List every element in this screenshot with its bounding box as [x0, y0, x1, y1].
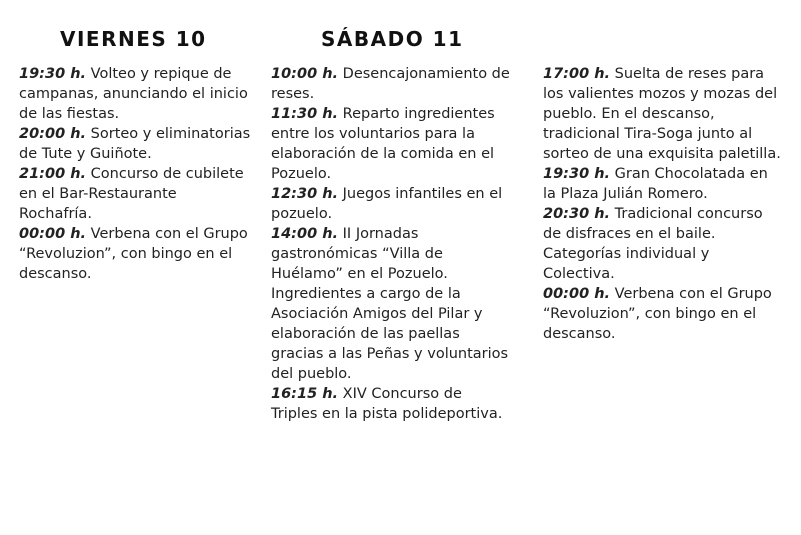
event-text: Verbena con el Grupo “Revoluzion”, con bingo en el descanso. [543, 286, 772, 342]
event-time: 00:00 h. [19, 226, 87, 242]
event-time: 20:00 h. [19, 126, 87, 142]
event-item [19, 224, 251, 284]
event-item [271, 104, 511, 184]
event-time: 17:00 h. [543, 66, 611, 82]
event-text: Suelta de reses para los valientes mozos y mozas del pueblo. En el descanso, tradicional Tira-Soga junto al sorteo de una exquisita paletilla. [543, 66, 781, 162]
event-item [543, 204, 783, 284]
heading-viernes: VIERNES 10 [60, 27, 207, 51]
event-item [19, 124, 251, 164]
event-time: 10:00 h. [271, 66, 339, 82]
event-item [271, 64, 511, 104]
event-time: 19:30 h. [19, 66, 87, 82]
event-text: Juegos infantiles en el pozuelo. [271, 186, 503, 222]
event-time: 14:00 h. [271, 226, 339, 242]
event-item [543, 64, 783, 164]
event-text: Concurso de cubilete en el Bar-Restaurante Rochafría. [19, 166, 244, 222]
event-time: 00:00 h. [543, 286, 611, 302]
event-time: 12:30 h. [271, 186, 339, 202]
event-item [271, 184, 511, 224]
event-text: Verbena con el Grupo “Revoluzion”, con bingo en el descanso. [19, 226, 248, 282]
event-item [543, 164, 783, 204]
event-time: 19:30 h. [543, 166, 611, 182]
column-viernes [19, 64, 251, 284]
event-text: Desencajonamiento de reses. [271, 66, 510, 102]
event-time: 21:00 h. [19, 166, 87, 182]
event-text: Reparto ingredientes entre los voluntarios para la elaboración de la comida en el Pozuelo. [271, 106, 495, 182]
column-sabado [271, 64, 511, 424]
event-item [19, 164, 251, 224]
event-item [19, 64, 251, 124]
event-item [271, 224, 511, 384]
heading-sabado: SÁBADO 11 [321, 27, 464, 51]
event-item [543, 284, 783, 344]
event-text: Gran Chocolatada en la Plaza Julián Romero. [543, 166, 768, 202]
event-text: XIV Concurso de Triples en la pista polideportiva. [271, 386, 503, 422]
event-time: 16:15 h. [271, 386, 339, 402]
event-time: 20:30 h. [543, 206, 611, 222]
event-text: Volteo y repique de campanas, anunciando el inicio de las fiestas. [19, 66, 248, 122]
column-sabado-continued [543, 64, 783, 344]
event-text: Tradicional concurso de disfraces en el baile. Categorías individual y Colectiva. [543, 206, 763, 282]
event-text: II Jornadas gastronómicas “Villa de Huélamo” en el Pozuelo. Ingredientes a cargo de la Asociación Amigos del Pilar y elaboración de las paellas gracias a las Peñas y voluntarios del pueblo. [271, 226, 509, 382]
event-item [271, 384, 511, 424]
event-text: Sorteo y eliminatorias de Tute y Guiñote. [19, 126, 251, 162]
event-time: 11:30 h. [271, 106, 339, 122]
